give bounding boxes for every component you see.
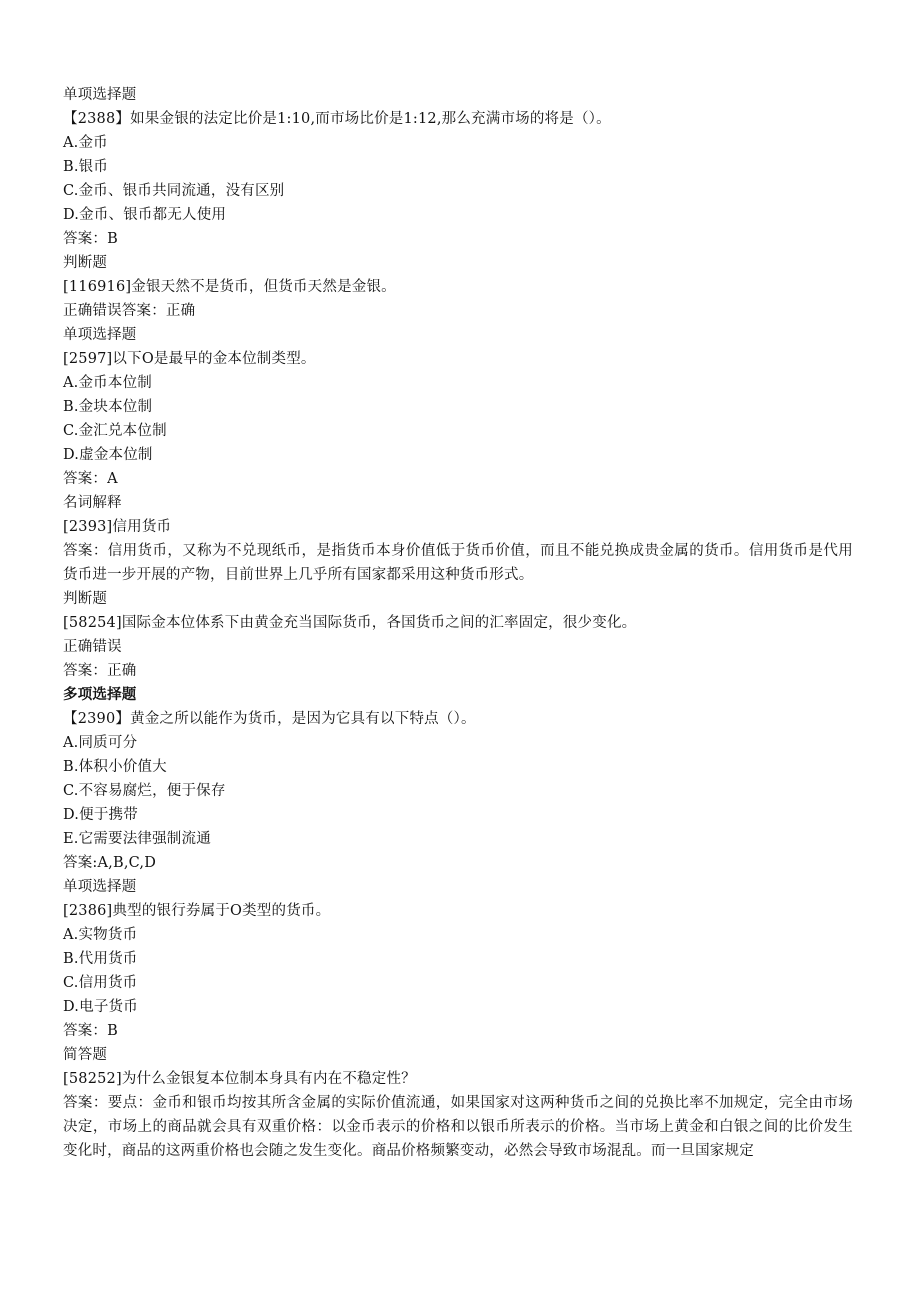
option: A.金币本位制 xyxy=(63,375,152,391)
option: C.金币、银币共同流通，没有区别 xyxy=(63,183,285,199)
option: C.金汇兑本位制 xyxy=(63,423,167,439)
option: D.金币、银币都无人使用 xyxy=(63,207,227,223)
question-stem: 【2388】如果金银的法定比价是1:10,而市场比价是1:12,那么充满市场的将是（）。 xyxy=(63,111,611,127)
option: D.虚金本位制 xyxy=(63,447,153,463)
question-type: 判断题 xyxy=(63,591,108,607)
question-stem: [2597]以下O是最早的金本位制类型。 xyxy=(63,351,316,367)
answer: 答案：B xyxy=(63,231,118,247)
option: C.不容易腐烂，便于保存 xyxy=(63,783,226,799)
option: C.信用货币 xyxy=(63,975,138,991)
answer: 正确错误答案：正确 xyxy=(63,303,196,319)
answer-paragraph: 答案：信用货币，又称为不兑现纸币，是指货币本身价值低于货币价值，而且不能兑换成贵金属的货币。信用货币是代用货币进一步开展的产物，目前世界上几乎所有国家都采用这种货币形式。 xyxy=(63,543,853,583)
question-type: 单项选择题 xyxy=(63,87,137,103)
question-type: 多项选择题 xyxy=(63,686,137,703)
question-stem: 【2390】黄金之所以能作为货币，是因为它具有以下特点（）。 xyxy=(63,711,476,727)
question-type: 名词解释 xyxy=(63,495,122,511)
question-stem: [2386]典型的银行券属于O类型的货币。 xyxy=(63,903,331,919)
option: B.代用货币 xyxy=(63,951,138,967)
question-stem: [116916]金银天然不是货币，但货币天然是金银。 xyxy=(63,279,396,295)
option: B.体积小价值大 xyxy=(63,759,167,775)
option: A.实物货币 xyxy=(63,927,138,943)
question-type: 判断题 xyxy=(63,255,108,271)
option: A.金币 xyxy=(63,135,108,151)
question-type: 单项选择题 xyxy=(63,327,137,343)
option: B.银币 xyxy=(63,159,109,175)
option: E.它需要法律强制流通 xyxy=(63,831,211,847)
answer: 答案：A xyxy=(63,471,118,487)
option-label: 正确错误 xyxy=(63,639,122,655)
option: A.同质可分 xyxy=(63,735,138,751)
question-type: 简答题 xyxy=(63,1047,108,1063)
option: D.电子货币 xyxy=(63,999,138,1015)
question-type: 单项选择题 xyxy=(63,879,137,895)
option: D.便于携带 xyxy=(63,807,138,823)
question-stem: [58254]国际金本位体系下由黄金充当国际货币，各国货币之间的汇率固定，很少变化。 xyxy=(63,615,637,631)
answer: 答案:A,B,C,D xyxy=(63,855,157,871)
answer: 答案：正确 xyxy=(63,663,137,679)
answer: 答案：B xyxy=(63,1023,118,1039)
option: B.金块本位制 xyxy=(63,399,153,415)
document-body xyxy=(63,83,863,1163)
question-stem: [58252]为什么金银复本位制本身具有内在不稳定性？ xyxy=(63,1071,416,1087)
question-stem: [2393]信用货币 xyxy=(63,519,172,535)
answer-paragraph: 答案：要点：金币和银币均按其所含金属的实际价值流通，如果国家对这两种货币之间的兑换比率不加规定，完全由市场决定，市场上的商品就会具有双重价格：以金币表示的价格和以银币所表示的价格。当市场上黄金和白银之间的比价发生变化时，商品的这两重价格也会随之发生变化。商品价格频繁变动，必然会导致市场混乱。而一旦国家规定 xyxy=(63,1095,853,1159)
